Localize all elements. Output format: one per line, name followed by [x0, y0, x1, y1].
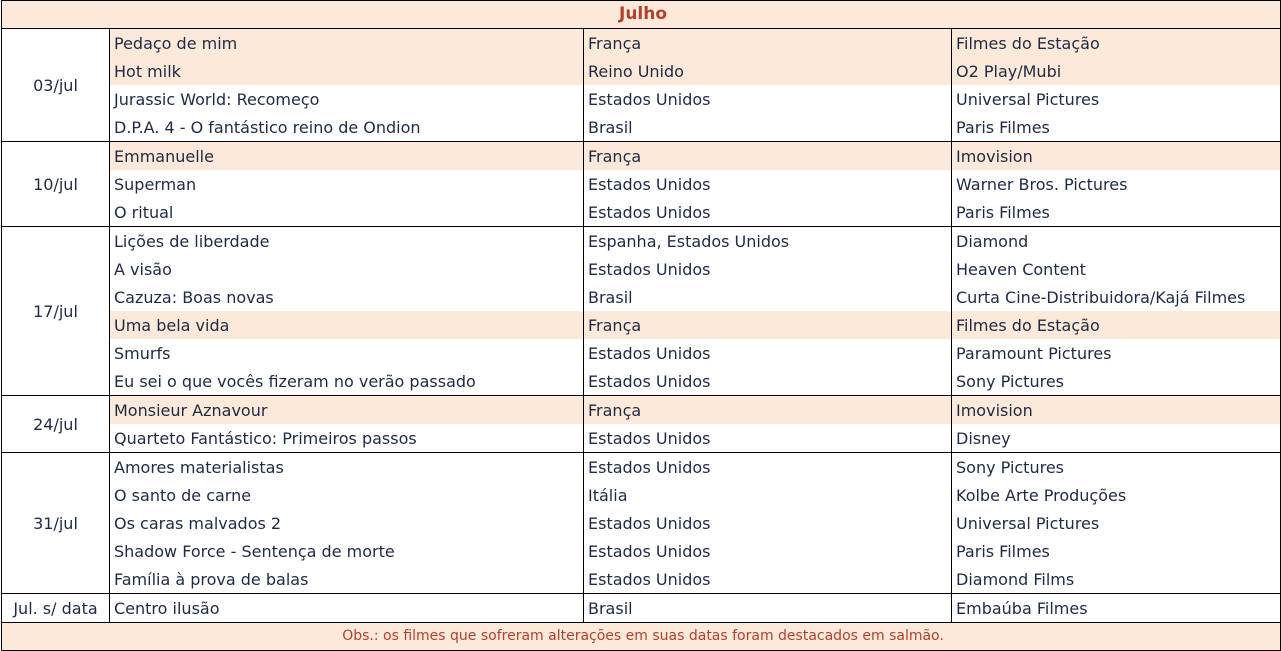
film-title: Jurassic World: Recomeço [110, 85, 584, 113]
film-title: Eu sei o que vocês fizeram no verão passado [110, 367, 584, 396]
film-title: Superman [110, 170, 584, 198]
film-country: Estados Unidos [584, 339, 952, 367]
film-distributor: Paris Filmes [952, 113, 1281, 142]
film-distributor: Imovision [952, 396, 1281, 425]
film-distributor: Curta Cine-Distribuidora/Kajá Filmes [952, 283, 1281, 311]
film-title: D.P.A. 4 - O fantástico reino de Ondion [110, 113, 584, 142]
film-row [2, 198, 1281, 227]
film-row [2, 170, 1281, 198]
film-country: França [584, 396, 952, 425]
film-title: Emmanuelle [110, 142, 584, 171]
film-country: Estados Unidos [584, 255, 952, 283]
film-title: Uma bela vida [110, 311, 584, 339]
film-row [2, 594, 1281, 623]
film-row [2, 509, 1281, 537]
film-row [2, 29, 1281, 58]
film-country: Estados Unidos [584, 198, 952, 227]
film-distributor: Heaven Content [952, 255, 1281, 283]
film-distributor: Filmes do Estação [952, 311, 1281, 339]
film-row [2, 339, 1281, 367]
month-title: Julho [2, 1, 1281, 29]
film-distributor: Diamond Films [952, 565, 1281, 594]
film-title: Cazuza: Boas novas [110, 283, 584, 311]
note-text: Obs.: os filmes que sofreram alterações em suas datas foram destacados em salmão. [2, 623, 1281, 651]
film-country: Estados Unidos [584, 509, 952, 537]
film-country: Brasil [584, 113, 952, 142]
film-row [2, 396, 1281, 425]
film-distributor: Sony Pictures [952, 367, 1281, 396]
release-date: 10/jul [2, 142, 110, 227]
film-country: Brasil [584, 594, 952, 623]
film-distributor: Disney [952, 424, 1281, 453]
film-row [2, 424, 1281, 453]
film-title: Monsieur Aznavour [110, 396, 584, 425]
film-country: Estados Unidos [584, 85, 952, 113]
film-distributor: Universal Pictures [952, 85, 1281, 113]
film-title: Hot milk [110, 57, 584, 85]
release-date: Jul. s/ data [2, 594, 110, 623]
film-row [2, 113, 1281, 142]
film-title: O ritual [110, 198, 584, 227]
film-title: Família à prova de balas [110, 565, 584, 594]
film-title: Shadow Force - Sentença de morte [110, 537, 584, 565]
film-country: Espanha, Estados Unidos [584, 227, 952, 256]
film-distributor: Paramount Pictures [952, 339, 1281, 367]
note-row [2, 623, 1281, 651]
film-row [2, 537, 1281, 565]
release-date: 24/jul [2, 396, 110, 453]
film-country: França [584, 311, 952, 339]
film-row [2, 453, 1281, 482]
film-distributor: Paris Filmes [952, 537, 1281, 565]
film-title: Pedaço de mim [110, 29, 584, 58]
film-country: França [584, 142, 952, 171]
film-country: Estados Unidos [584, 367, 952, 396]
film-country: Itália [584, 481, 952, 509]
film-row [2, 311, 1281, 339]
schedule-body [2, 1, 1281, 651]
film-row [2, 57, 1281, 85]
film-country: Estados Unidos [584, 453, 952, 482]
film-row [2, 565, 1281, 594]
film-title: Smurfs [110, 339, 584, 367]
release-schedule-table [1, 0, 1281, 651]
film-distributor: Embaúba Filmes [952, 594, 1281, 623]
film-country: Estados Unidos [584, 170, 952, 198]
film-title: Lições de liberdade [110, 227, 584, 256]
film-country: Brasil [584, 283, 952, 311]
film-row [2, 283, 1281, 311]
film-title: Centro ilusão [110, 594, 584, 623]
release-date: 17/jul [2, 227, 110, 396]
release-date: 31/jul [2, 453, 110, 594]
film-row [2, 481, 1281, 509]
film-row [2, 227, 1281, 256]
film-title: Os caras malvados 2 [110, 509, 584, 537]
film-country: França [584, 29, 952, 58]
film-country: Estados Unidos [584, 537, 952, 565]
film-row [2, 85, 1281, 113]
film-title: O santo de carne [110, 481, 584, 509]
film-distributor: Sony Pictures [952, 453, 1281, 482]
film-distributor: Diamond [952, 227, 1281, 256]
film-title: Quarteto Fantástico: Primeiros passos [110, 424, 584, 453]
release-date: 03/jul [2, 29, 110, 142]
film-country: Reino Unido [584, 57, 952, 85]
film-row [2, 367, 1281, 396]
film-country: Estados Unidos [584, 565, 952, 594]
film-distributor: Filmes do Estação [952, 29, 1281, 58]
film-distributor: Imovision [952, 142, 1281, 171]
film-country: Estados Unidos [584, 424, 952, 453]
month-title-row [2, 1, 1281, 29]
film-distributor: Kolbe Arte Produções [952, 481, 1281, 509]
film-distributor: Paris Filmes [952, 198, 1281, 227]
film-distributor: O2 Play/Mubi [952, 57, 1281, 85]
film-title: A visão [110, 255, 584, 283]
film-title: Amores materialistas [110, 453, 584, 482]
film-distributor: Universal Pictures [952, 509, 1281, 537]
film-distributor: Warner Bros. Pictures [952, 170, 1281, 198]
film-row [2, 255, 1281, 283]
film-row [2, 142, 1281, 171]
